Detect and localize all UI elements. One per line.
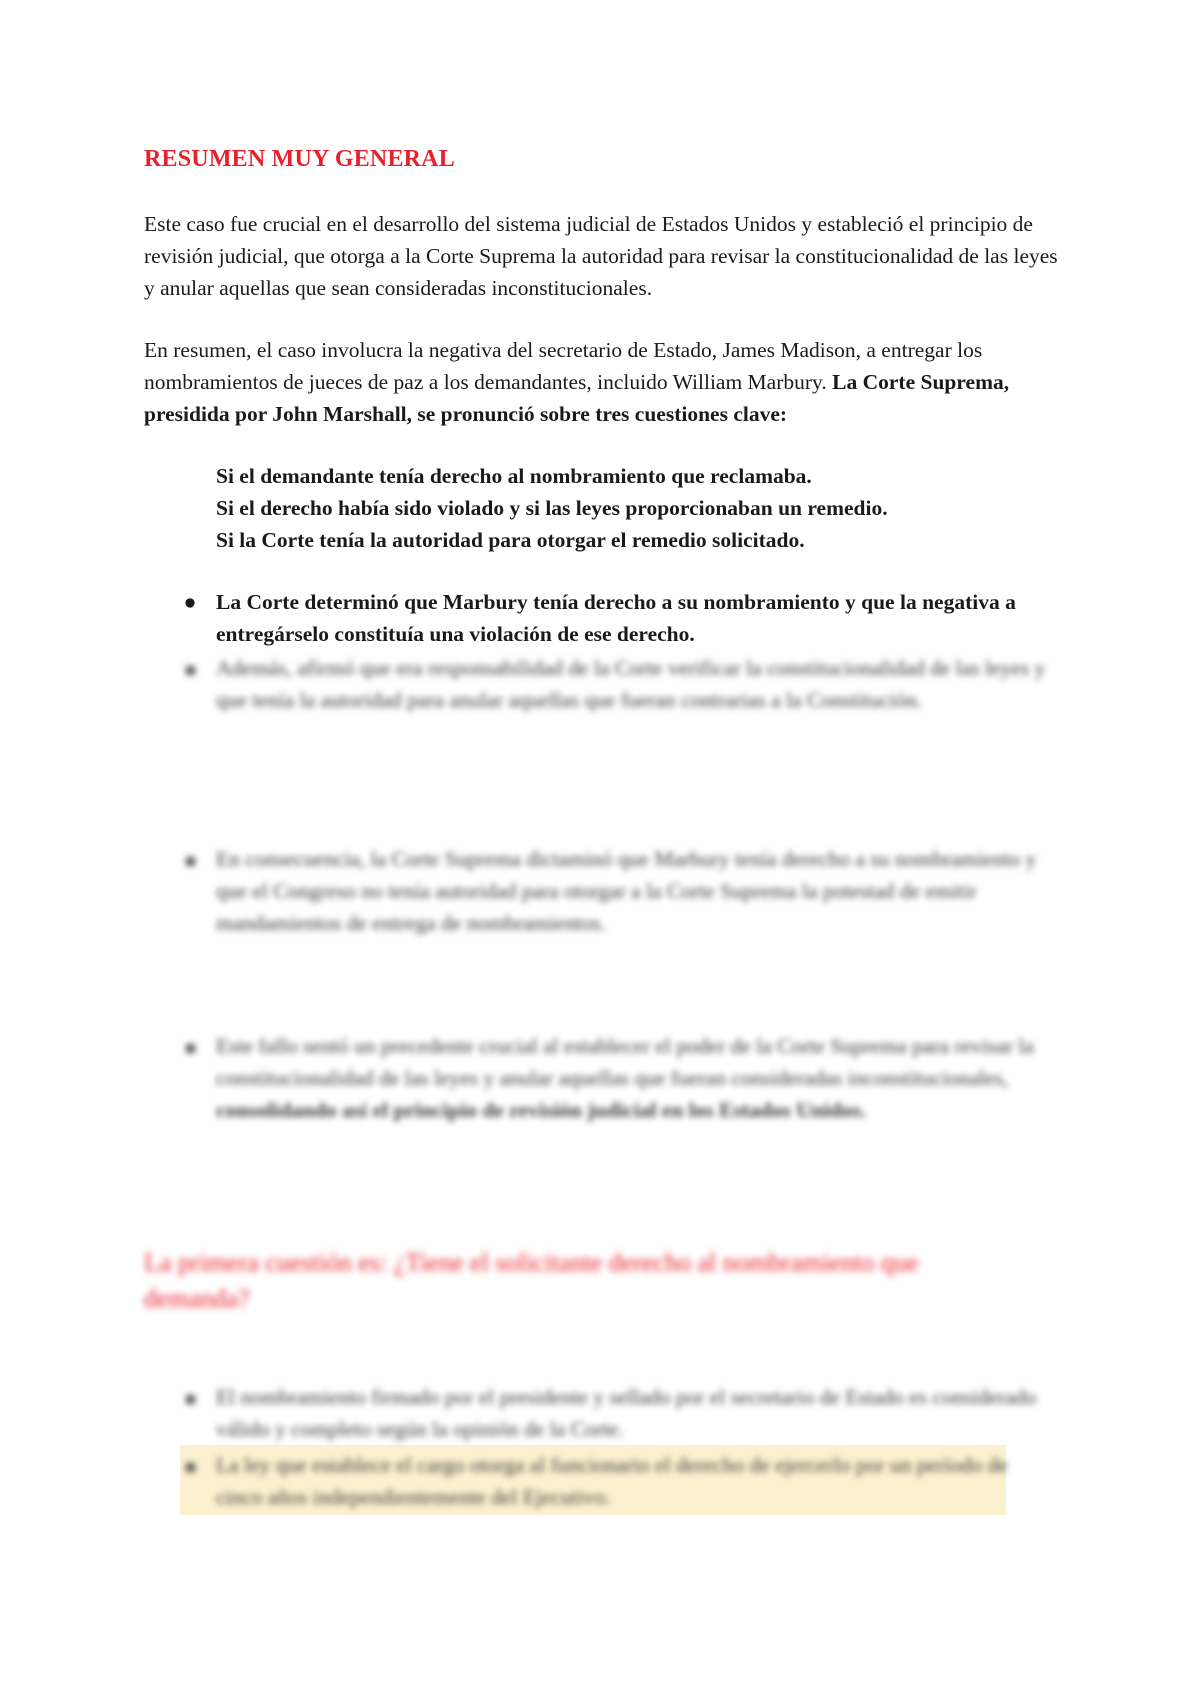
list-item (216, 843, 1056, 939)
bullet-icon: ● (183, 590, 197, 614)
summary-paragraph-text: En resumen, el caso involucra la negativa del secretario de Estado, James Madison, a entregar los nombramientos de jueces de paz a los demandantes, incluido William Marbury. (144, 338, 983, 394)
square-bullet-icon (180, 1449, 200, 1481)
list-item-text: El nombramiento firmado por el presidente y sellado por el secretario de Estado es considerado válido y completo según la opinión de la Corte. (216, 1385, 1037, 1441)
list-item-text: En consecuencia, la Corte Suprema dictaminó que Marbury tenía derecho a su nombramiento y que el Congreso no tenía autoridad para otorgar a la Corte Suprema la potestad de emitir mandamientos de entrega de nombramientos. (216, 847, 1037, 935)
list-item (183, 586, 1056, 650)
question-item: Si el demandante tenía derecho al nombramiento que reclamaba. (216, 464, 812, 488)
list-item (216, 1449, 1056, 1513)
list-item-text: Además, afirmó que era responsabilidad de la Corte verificar la constitucionalidad de las leyes y que tenía la autoridad para anular aquellas que fueran contrarias a la Constitución. (216, 656, 1046, 712)
list-item-text: Este fallo sentó un precedente crucial al establecer el poder de la Corte Suprema para revisar la constitucionalidad de las leyes y anular aquellas que fueran consideradas inconstitucionales, (216, 1034, 1034, 1090)
list-item-bold-text: consolidando así el principio de revisión judicial en los Estados Unidos. (216, 1098, 867, 1122)
summary-paragraph-bold: La Corte Suprema, presidida por John Marshall, se pronunció sobre tres cuestiones clave: (144, 370, 1010, 426)
square-bullet-icon (180, 1030, 200, 1062)
summary-heading: RESUMEN MUY GENERAL (144, 146, 455, 172)
square-bullet-icon (180, 843, 200, 875)
question-item: Si el derecho había sido violado y si las leyes proporcionaban un remedio. (216, 496, 888, 520)
list-item (216, 1381, 1056, 1445)
summary-paragraph (144, 334, 1064, 430)
list-item-text: La ley que establece el cargo otorga al funcionario el derecho de ejercerlo por un período de cinco años independientemente del Ejecutivo. (216, 1453, 1008, 1509)
question-one-heading: La primera cuestión es: ¿Tiene el solicitante derecho al nombramiento que demanda? (144, 1248, 919, 1313)
key-questions (216, 460, 888, 556)
list-item-text: La Corte determinó que Marbury tenía derecho a su nombramiento y que la negativa a entregárselo constituía una violación de ese derecho. (216, 590, 1016, 646)
question-item: Si la Corte tenía la autoridad para otorgar el remedio solicitado. (216, 528, 805, 552)
list-item (216, 1030, 1056, 1126)
intro-paragraph: Este caso fue crucial en el desarrollo del sistema judicial de Estados Unidos y estableció el principio de revisión judicial, que otorga a la Corte Suprema la autoridad para revisar la constitucionalidad de las leyes y anular aquellas que sean consideradas inconstitucionales. (144, 212, 1058, 300)
square-bullet-icon (180, 1381, 200, 1413)
list-item (216, 652, 1056, 716)
square-bullet-icon (180, 652, 200, 684)
